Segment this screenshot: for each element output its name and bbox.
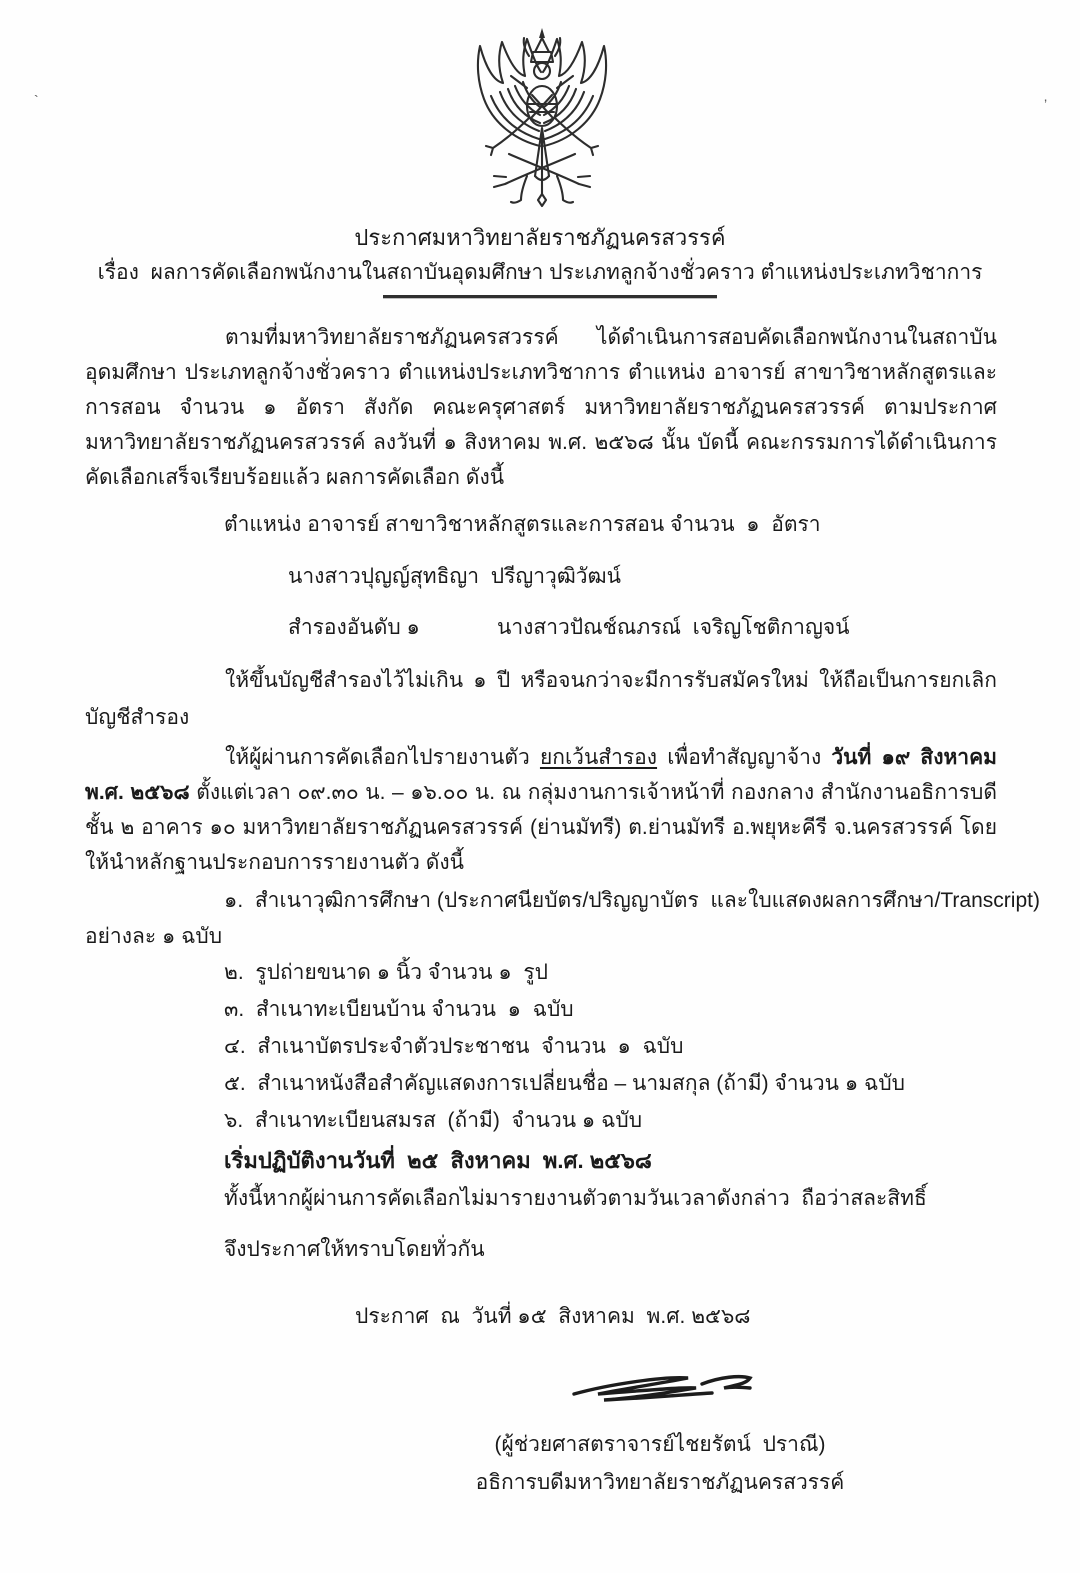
checklist-item-4: ๔. สำเนาบัตรประจำตัวประชาชน จำนวน ๑ ฉบับ: [224, 1035, 684, 1058]
paragraph-background: ตามที่มหาวิทยาลัยราชภัฏนครสวรรค์ ได้ดำเนินการสอบคัดเลือกพนักงานในสถาบันอุดมศึกษา ประเภทลูกจ้างชั่วคราว ตำแหน่งประเภทวิชาการ ตำแหน่ง อาจารย์ สาขาวิชาหลักสูตรและการสอน จำนวน ๑ อัตรา สังกัด คณะครุศาสตร์ มหาวิทยาลัยราชภัฏนครสวรรค์ ตามประกาศมหาวิทยาลัยราชภัฏนครสวรรค์ ลงวันที่ ๑ สิงหาคม พ.ศ. ๒๕๖๘ นั้น บัดนี้ คณะกรรมการได้ดำเนินการคัดเลือกเสร็จเรียบร้อยแล้ว ผลการคัดเลือก ดังนี้: [85, 326, 997, 489]
reporting-lead: ให้ผู้ผ่านการคัดเลือกไปรายงานตัว: [225, 746, 540, 769]
garuda-emblem: [457, 26, 627, 214]
forfeit-rights-line: ทั้งนี้หากผู้ผ่านการคัดเลือกไม่มารายงานตัวตามวันเวลาดังกล่าว ถือว่าสละสิทธิ์: [224, 1187, 927, 1210]
paragraph-reserve-validity: ให้ขึ้นบัญชีสำรองไว้ไม่เกิน ๑ ปี หรือจนกว่าจะมีการรับสมัครใหม่ ให้ถือเป็นการยกเลิกบัญชีสำรอง: [85, 669, 997, 729]
signature-scribble: [568, 1362, 758, 1408]
checklist-item-3: ๓. สำเนาทะเบียนบ้าน จำนวน ๑ ฉบับ: [224, 998, 574, 1021]
paragraph-reporting: [85, 740, 997, 880]
signature-graphic: [568, 1362, 758, 1408]
selected-candidate-name: นางสาวปุญญ์สุทธิญา ปรีญาวุฒิวัฒน์: [288, 565, 621, 588]
checklist-item-1: ๑. สำเนาวุฒิการศึกษา (ประกาศนียบัตร/ปริญญาบัตร และใบแสดงผลการศึกษา/Transcript): [224, 889, 1040, 912]
garuda-emblem-graphic: [457, 26, 627, 214]
announcement-date-line: ประกาศ ณ วันที่ ๑๕ สิงหาคม พ.ศ. ๒๕๖๘: [355, 1305, 751, 1328]
reserve-rank-label: สำรองอันดับ ๑: [288, 616, 420, 639]
reporting-underlined-exception: ยกเว้นสำรอง: [539, 746, 658, 769]
reporting-date-bold: วันที่ ๑๙ สิงหาคม พ.ศ. ๒๕๖๘: [85, 746, 997, 804]
position-line: ตำแหน่ง อาจารย์ สาขาวิชาหลักสูตรและการสอน จำนวน ๑ อัตรา: [224, 513, 821, 536]
scan-artifact-right: ’: [1044, 96, 1048, 112]
heading-divider: [383, 295, 717, 298]
scan-artifact-left: `: [34, 92, 39, 108]
reserve-candidate-name: นางสาวปัณช์ณภรณ์ เจริญโชติกาญจน์: [497, 616, 850, 639]
reporting-mid: เพื่อทำสัญญาจ้าง: [657, 746, 832, 769]
document-subject: เรื่อง ผลการคัดเลือกพนักงานในสถาบันอุดมศึกษา ประเภทลูกจ้างชั่วคราว ตำแหน่งประเภทวิชาการ: [97, 261, 983, 284]
closing-line: จึงประกาศให้ทราบโดยทั่วกัน: [224, 1238, 485, 1261]
checklist-item-1-continued: อย่างละ ๑ ฉบับ: [85, 925, 223, 948]
checklist-item-5: ๕. สำเนาหนังสือสำคัญแสดงการเปลี่ยนชื่อ – นามสกุล (ถ้ามี) จำนวน ๑ ฉบับ: [224, 1072, 906, 1095]
reporting-rest: ตั้งแต่เวลา ๐๙.๓๐ น. – ๑๖.๐๐ น. ณ กลุ่มงานการเจ้าหน้าที่ กองกลาง สำนักงานอธิการบดี ชั้น ๒ อาคาร ๑๐ มหาวิทยาลัยราชภัฏนครสวรรค์ (ย่านมัทรี) ต.ย่านมัทรี อ.พยุหะคีรี จ.นครสวรรค์ โดยให้นำหลักฐานประกอบการรายงานตัว ดังนี้: [85, 781, 998, 874]
checklist-item-6: ๖. สำเนาทะเบียนสมรส (ถ้ามี) จำนวน ๑ ฉบับ: [224, 1109, 643, 1132]
checklist-item-2: ๒. รูปถ่ายขนาด ๑ นิ้ว จำนวน ๑ รูป: [224, 961, 548, 984]
signer-title: อธิการบดีมหาวิทยาลัยราชภัฏนครสวรรค์: [475, 1471, 845, 1494]
start-work-date-line: เริ่มปฏิบัติงานวันที่ ๒๕ สิงหาคม พ.ศ. ๒๕๖๘: [224, 1148, 652, 1173]
document-title: ประกาศมหาวิทยาลัยราชภัฏนครสวรรค์: [354, 225, 726, 250]
signer-name: (ผู้ช่วยศาสตราจารย์ไชยรัตน์ ปราณี): [494, 1433, 826, 1456]
